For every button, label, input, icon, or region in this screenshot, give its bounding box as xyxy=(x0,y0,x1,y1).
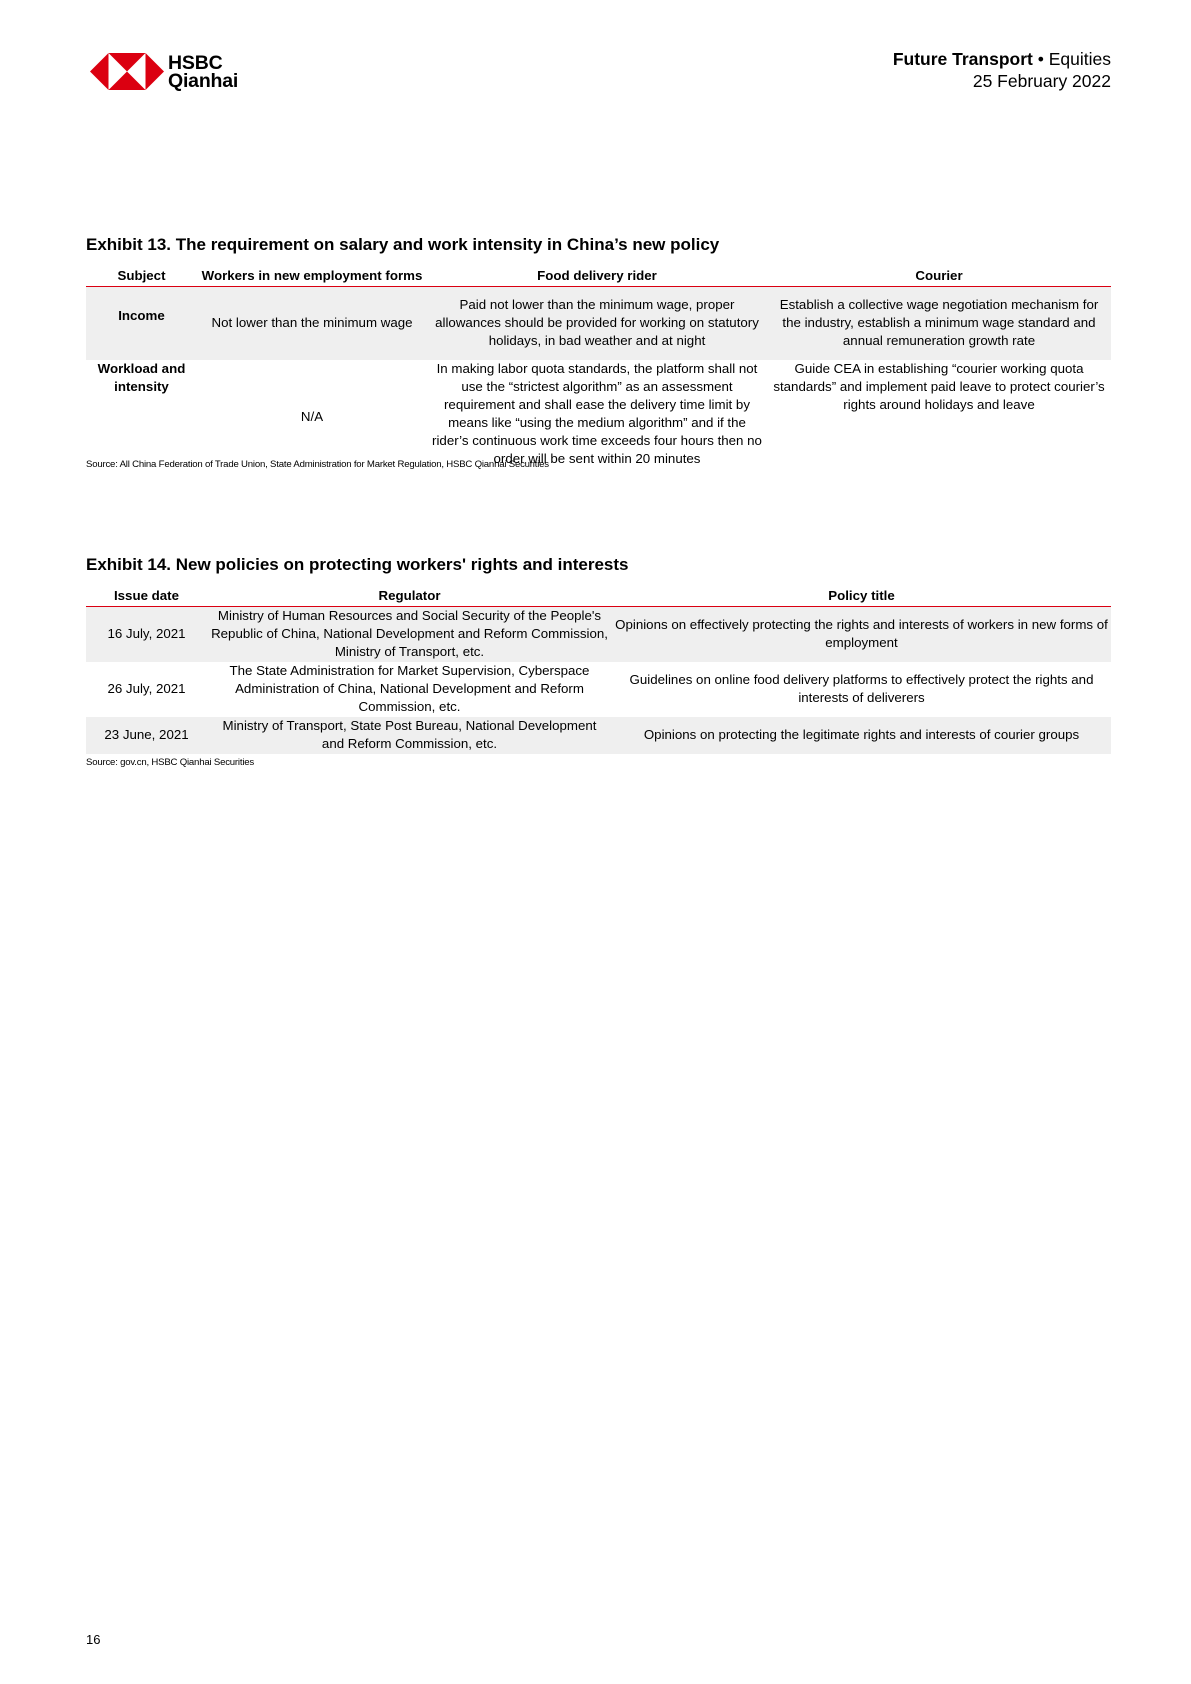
issue-date-cell: 23 June, 2021 xyxy=(86,717,207,754)
table-row xyxy=(86,717,1111,754)
policy-title-cell: Opinions on protecting the legitimate rights and interests of courier groups xyxy=(612,717,1111,754)
table-row xyxy=(86,287,1111,360)
report-name: Future Transport xyxy=(892,49,1033,69)
row-subject: Income xyxy=(86,287,197,360)
policy-title-cell: Opinions on effectively protecting the rights and interests of workers in new forms of employment xyxy=(612,607,1111,662)
logo-line-1: HSBC xyxy=(168,51,223,74)
table-header-row xyxy=(86,265,1111,287)
column-header: Issue date xyxy=(86,585,207,607)
bullet-separator: • xyxy=(1037,49,1044,69)
table-header-row xyxy=(86,585,1111,607)
regulator-cell: Ministry of Transport, State Post Bureau, National Development and Reform Commission, etc. xyxy=(207,717,612,754)
hexagon-logo-icon xyxy=(90,53,164,90)
exhibit-13-source: Source: All China Federation of Trade Union, State Administration for Market Regulation, HSBC Qianhai Securities xyxy=(86,459,549,470)
table-row xyxy=(86,662,1111,717)
table-cell: Guide CEA in establishing “courier working quota standards” and implement paid leave to protect courier’s rights around holidays and leave xyxy=(773,360,1105,412)
issue-date-cell: 16 July, 2021 xyxy=(86,607,207,662)
hsbc-logo xyxy=(90,53,238,90)
report-header xyxy=(893,48,1111,92)
exhibit-13-title: Exhibit 13. The requirement on salary and work intensity in China’s new policy xyxy=(86,235,720,254)
report-section: Equities xyxy=(1048,49,1111,69)
column-header: Courier xyxy=(767,265,1111,287)
column-header: Workers in new employment forms xyxy=(197,265,427,287)
issue-date-cell: 26 July, 2021 xyxy=(107,681,186,696)
column-header: Food delivery rider xyxy=(427,265,767,287)
table-row xyxy=(86,360,1111,468)
column-header: Policy title xyxy=(612,585,1111,607)
exhibit-14-source: Source: gov.cn, HSBC Qianhai Securities xyxy=(86,757,254,768)
exhibit-13-table xyxy=(86,265,1111,468)
exhibit-14-title: Exhibit 14. New policies on protecting workers' rights and interests xyxy=(86,555,629,574)
row-subject: Workload and intensity xyxy=(97,360,186,394)
table-cell: Not lower than the minimum wage xyxy=(197,287,427,360)
table-cell: N/A xyxy=(300,408,324,424)
column-header: Regulator xyxy=(207,585,612,607)
table-cell: Paid not lower than the minimum wage, proper allowances should be provided for working on statutory holidays, in bad weather and at night xyxy=(427,287,767,360)
report-date: 25 February 2022 xyxy=(972,71,1111,91)
logo-line-2: Qianhai xyxy=(168,69,239,92)
table-row xyxy=(86,607,1111,662)
column-header: Subject xyxy=(86,265,197,287)
table-cell: In making labor quota standards, the platform shall not use the “strictest algorithm” as an assessment requirement and shall ease the delivery time limit by means like “using the medium algorithm” and if the rider’s continuous work time exceeds four hours then no order will be sent within 20 minutes xyxy=(432,360,762,466)
regulator-cell: The State Administration for Market Supervision, Cyberspace Administration of China, National Development and Reform Commission, etc. xyxy=(229,663,590,714)
policy-title-cell: Guidelines on online food delivery platforms to effectively protect the rights and interests of deliverers xyxy=(629,672,1094,705)
table-cell: Establish a collective wage negotiation mechanism for the industry, establish a minimum wage standard and annual remuneration growth rate xyxy=(767,287,1111,360)
exhibit-14-table xyxy=(86,585,1111,754)
page-number: 16 xyxy=(86,1632,101,1647)
regulator-cell: Ministry of Human Resources and Social Security of the People's Republic of China, National Development and Reform Commission, Ministry of Transport, etc. xyxy=(207,607,612,662)
